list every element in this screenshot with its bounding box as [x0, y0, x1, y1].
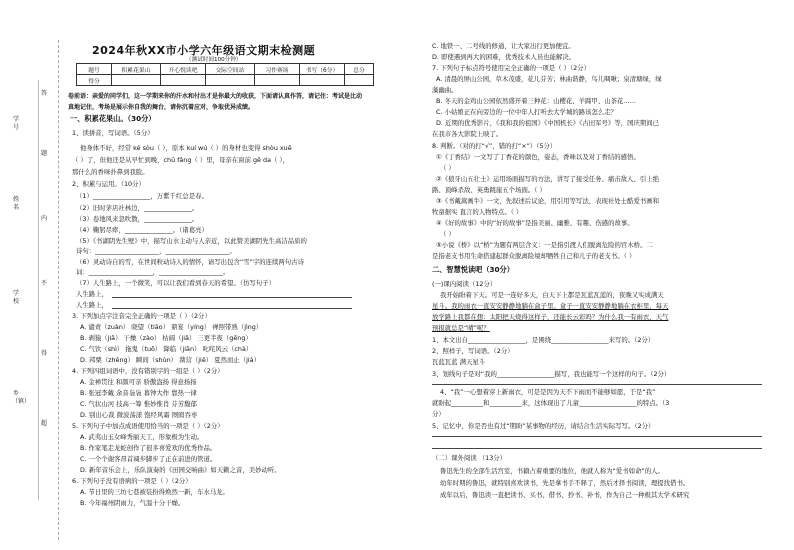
passage-text: 放学路上我都在想：太阳把天烧得这样子，还能长云彩吗？为什么我一有雨衣，天气 — [432, 313, 669, 321]
binding-text: 内 — [40, 215, 47, 222]
question-stem: 7. 下列句子标点符号使用完全正确的一项是（ ）（2分） — [432, 64, 591, 72]
question-text: 人生路上， — [76, 301, 108, 309]
binding-label-student-id: 学号 — [12, 116, 19, 131]
option-a-cont: 藻幽曲。 — [432, 86, 458, 94]
binding-text: 答 — [40, 90, 47, 97]
option-a: A. 武夷山玉女峰秀丽天工，形象极为生动。 — [80, 433, 204, 441]
question-stem: 8. 判断。（对的打“√”，错的打“×”）（5分） — [432, 142, 557, 150]
judgment-item: 是指老支书用生命搭建起群众脱离险境却牺牲自己和儿子的老支书。（ ） — [432, 252, 636, 260]
binding-label-name: 姓名 — [12, 196, 19, 211]
passage-text: 预报就总是“晴”呢？ — [432, 324, 490, 332]
binding-line — [58, 40, 59, 540]
option-d: D. 别出心裁 微波荡漾 饱经风霜 囫囵吞枣 — [80, 411, 198, 419]
score-cell: 得分 — [77, 75, 112, 86]
option-c: C. 气饮（shì） 拖鬼（tuō） 降临（jiān） 叱咤风云（chà） — [80, 345, 253, 353]
option-d: D. 邦栗（zhēng） 瞬间（shùn） 凿营（jiē） 夏然而止（jiá） — [80, 356, 260, 364]
option-d: D. 近期的优秀影片，《我和我的祖国》《中国机长》《古田军号》等，国庆期间已 — [436, 119, 660, 127]
question-stem: 3. 下列加点字注音完全正确的一项是（ ）（2分） — [72, 312, 211, 320]
option-d-cont: 在我市各大影院上映了。 — [432, 130, 503, 138]
question-stem: 2、积累与运用。（10分） — [72, 180, 145, 188]
question-text: 5、记忆中，你是否也有过“期盼”某事物的经历，请结合生活实际写写。（2分） — [432, 422, 655, 430]
option-a: A. 金禅贯往 和颜可亲 骄傲盎扬 得意扬扬 — [80, 378, 197, 386]
binding-text: 超 — [40, 420, 47, 427]
answer-line[interactable] — [432, 384, 762, 385]
score-input-cell[interactable] — [206, 75, 255, 86]
option-c: C. 气状山河 技高一筹 惟妙惟肖 芬芳馥郁 — [80, 400, 197, 408]
passage-text: 幼年时期的鲁迅，就特别喜欢读书，先是拿书手不释了，然后才择书阅读，理提找借书。 — [440, 479, 690, 487]
option-c: C. 小姑娘正在向旁边的一位中年人打听去大学城的路该怎么走？ — [436, 108, 618, 116]
score-cell: 开心悦读吧 — [161, 64, 206, 75]
score-cell: 交际空间站 — [206, 64, 255, 75]
answer-line[interactable] — [432, 436, 762, 437]
question-text: （4）鞠躬尽瘁，_______________。（诸葛亮） — [76, 226, 208, 234]
question-text: （ ）了，但他还是从早忙到晚，chū fǎng（ ）里，母亲在窗前 gē da（ ）， — [72, 156, 289, 164]
judgment-blank[interactable]: （ ） — [440, 164, 455, 172]
judgment-blank[interactable]: （ ） — [440, 230, 455, 238]
passage-text: 我开始盼着下天。可是一连好多天，白天下上都是瓦蓝瓦蓝的，夜晚又实成满天 — [440, 291, 664, 299]
answer-line[interactable] — [112, 308, 352, 309]
option-d: D. 新年音乐会上，乐队演奏的《田园交响曲》如天籁之音，美妙动听。 — [80, 466, 281, 474]
question-text: 那什么的香味扑鼻到我脸。 — [72, 168, 149, 176]
score-input-cell[interactable] — [345, 75, 374, 86]
question-text: 瓦蓝瓦蓝 满天星斗 — [432, 358, 486, 366]
judgment-item: ①《丁香结》一文写了丁香花的颜色，姿态，香味以及对丁香结的感悟。 — [436, 153, 640, 161]
section-heading: 二、智慧悦读吧（30分） — [432, 265, 514, 274]
passage-heading: （二）课外阅读 （13分） — [432, 454, 507, 462]
score-cell: 习作赛场 — [255, 64, 300, 75]
question-text: 人生路上， — [76, 290, 108, 298]
binding-label-school: 学校 — [12, 290, 19, 305]
answer-line[interactable] — [432, 448, 762, 449]
question-text: （2）旧时茅店社林边，_______________。 — [76, 204, 199, 212]
option-c: C. 地铁一、二号线的修通，让大家出行更加便宜。 — [432, 42, 575, 50]
score-table-score-row — [77, 75, 374, 86]
judgment-item: 路、顶峰杀敌、英勇跳崖五个场面。（ ） — [432, 186, 546, 194]
option-b: B. 今年福州阴雨力，气温十分干燥。 — [80, 499, 185, 507]
score-cell: 书写（6分） — [300, 64, 345, 75]
score-cell: 积累花果山 — [112, 64, 161, 75]
score-input-cell[interactable] — [161, 75, 206, 86]
question-text: （7）人生路上，一个微笑，可以让我们看到春天的希望。（仿写句子） — [76, 279, 275, 287]
question-text: （1）__________________，万紫千红总是春。 — [76, 192, 208, 200]
judgment-item: 牧童据实 直言的人物特点。（ ） — [432, 208, 523, 216]
option-a: A. 清晨的屏山公园，草木茂盛，花儿芬芳；林曲谐静，鸟儿啁啾；泉清塘绿，绿 — [436, 75, 662, 83]
question-text: 诗句：____________________，____________________。 — [76, 247, 236, 255]
score-cell: 总分 — [345, 64, 374, 75]
question-stem: 5. 下列句子中加点成语使用恰当的一项是（ ）（2分） — [72, 422, 224, 430]
exam-note: 卷前语：亲爱的同学们，这一学期来你的汗水和付出才是你最大的收获，下面请认真作答，请记住：考试是比动 — [68, 93, 363, 100]
question-text: 就盼起__________和__________来，这体现出了儿童__________________的特点。（3 — [432, 399, 670, 407]
option-a: A. 谴责（zuàn） 晓望（tiāo） 鼎宴（yíng） 禅照带熟（jìng） — [80, 323, 263, 331]
binding-divider — [38, 80, 39, 500]
judgment-item: ⑤小说《桥》以“桥”为题有两层含义：一是指引渡人们脱离危险的官木桥。二 — [436, 241, 653, 249]
question-text: 1、本文出自__________________，是围绕__________________来写的。（2分） — [432, 336, 655, 344]
score-input-cell[interactable] — [112, 75, 161, 86]
answer-line[interactable] — [112, 297, 352, 298]
binding-text: 题 — [40, 150, 47, 157]
binding-text: 不 — [40, 280, 47, 287]
option-b: B. 张冠李戴 余音袅袅 暮钟大作 靠热一律 — [80, 389, 197, 397]
score-table — [76, 63, 374, 86]
question-stem: 6. 下列句子没有语病的一项是（ ）（2分） — [72, 477, 192, 485]
question-text: （6）灵动诗自的雪，在世间粒动诗人的情怀，请写出包含“雪”字的连续两句古诗 — [76, 258, 304, 266]
judgment-item: ③《书戴嵩画牛》一文，先叙述后议论，用引用等写法，表现社处士酷爱书画和 — [436, 197, 660, 205]
score-table-header-row — [77, 64, 374, 75]
option-c: C. 一个个谢客昂首阔步脚步了正在前进的管道。 — [80, 455, 217, 463]
question-stem: 1、读拼音，写词语。（5分） — [72, 129, 154, 137]
passage-text: 成年以后，鲁迅读一直把读书、买书、借书、抄书、补书，作为自己一种极其大学术研究 — [440, 491, 690, 499]
binding-text: 得 — [40, 350, 47, 357]
option-b: B. 冬天的金鸡山公园依然盛开着三种花：山樱花、羊蹄甲、山茶花…… — [436, 97, 637, 105]
judgment-item: ④《好的故事》中的“好的故事”是指美丽、幽雅、有趣、伤感的故事。 — [436, 219, 634, 227]
score-input-cell[interactable] — [255, 75, 300, 86]
question-text: 2、照样子，写词语。（2分） — [432, 347, 514, 355]
judgment-item: ②《狼牙山五壮士》运用场面描写的方法，讲写了接受任务、痛击敌人、引上绝 — [436, 175, 660, 183]
question-text: （3）卷地风来忽吹散，_______________。 — [76, 215, 199, 223]
page-subtitle: （测试时间100分钟） — [186, 57, 242, 63]
question-stem: 4. 下列四组词语中，没有错别字的一组是（ ）（2分） — [72, 367, 224, 375]
passage-text: 星斗。我的雨衣一直安安静静地躺在盒子里。盒子一直安安静静地躺在衣柜里，每天 — [432, 302, 669, 310]
question-text: 他身体不好，经常 ké sòu（ ），原本 kuí wú（ ）的身材也变得 shòu xuē — [80, 144, 292, 152]
question-text: 3、划线句子是对“我的__________________描写，我也能写一个这样的句子。（2分） — [432, 370, 671, 378]
question-text: （5）《书湖阴先生壁》中，描写山水主动与人亲近，以此赞美湖阴先生高洁品质的 — [76, 237, 307, 245]
question-text: 分） — [432, 410, 445, 418]
section-heading: 一、积累花果山。（30分） — [70, 114, 156, 123]
option-a: A. 节日里的三坊七巷被装扮得焕然一新，车水马龙。 — [80, 488, 229, 496]
passage-text: 鲁迅先生的全部生活宫室，书籍占着重要的地位，他就人称为“爱书如命”的人。 — [440, 467, 664, 475]
score-input-cell[interactable] — [300, 75, 345, 86]
question-text: 4、“我”一心想着穿上新雨衣，可是是因为天不下雨而不能够如愿，于是“我” — [440, 388, 656, 396]
question-text: 词：____________________，____________________。 — [76, 268, 230, 276]
score-cell: 题号 — [77, 64, 112, 75]
exam-note: 真地记住，考场是展示你自我的舞台，请你沉着应对，争取优异成绩。 — [68, 104, 255, 111]
option-b: B. 作家笔走龙蛇创作了很多喜爱欢的优秀作品。 — [80, 444, 217, 452]
option-d: D. 即使遇到再大的困难，优秀技术人员也能解决。 — [432, 53, 576, 61]
page-title: 2024年秋XX市小学六年级语文期末检测题 — [92, 44, 316, 57]
passage-heading: (一)课内阅读（12分） — [432, 280, 497, 288]
binding-label-township: 乡（镇） — [12, 390, 31, 405]
option-b: B. 剥猿（jiā） 干燥（zào） 枯阔（jiǎ） 三更半夜（gēng） — [80, 334, 252, 342]
